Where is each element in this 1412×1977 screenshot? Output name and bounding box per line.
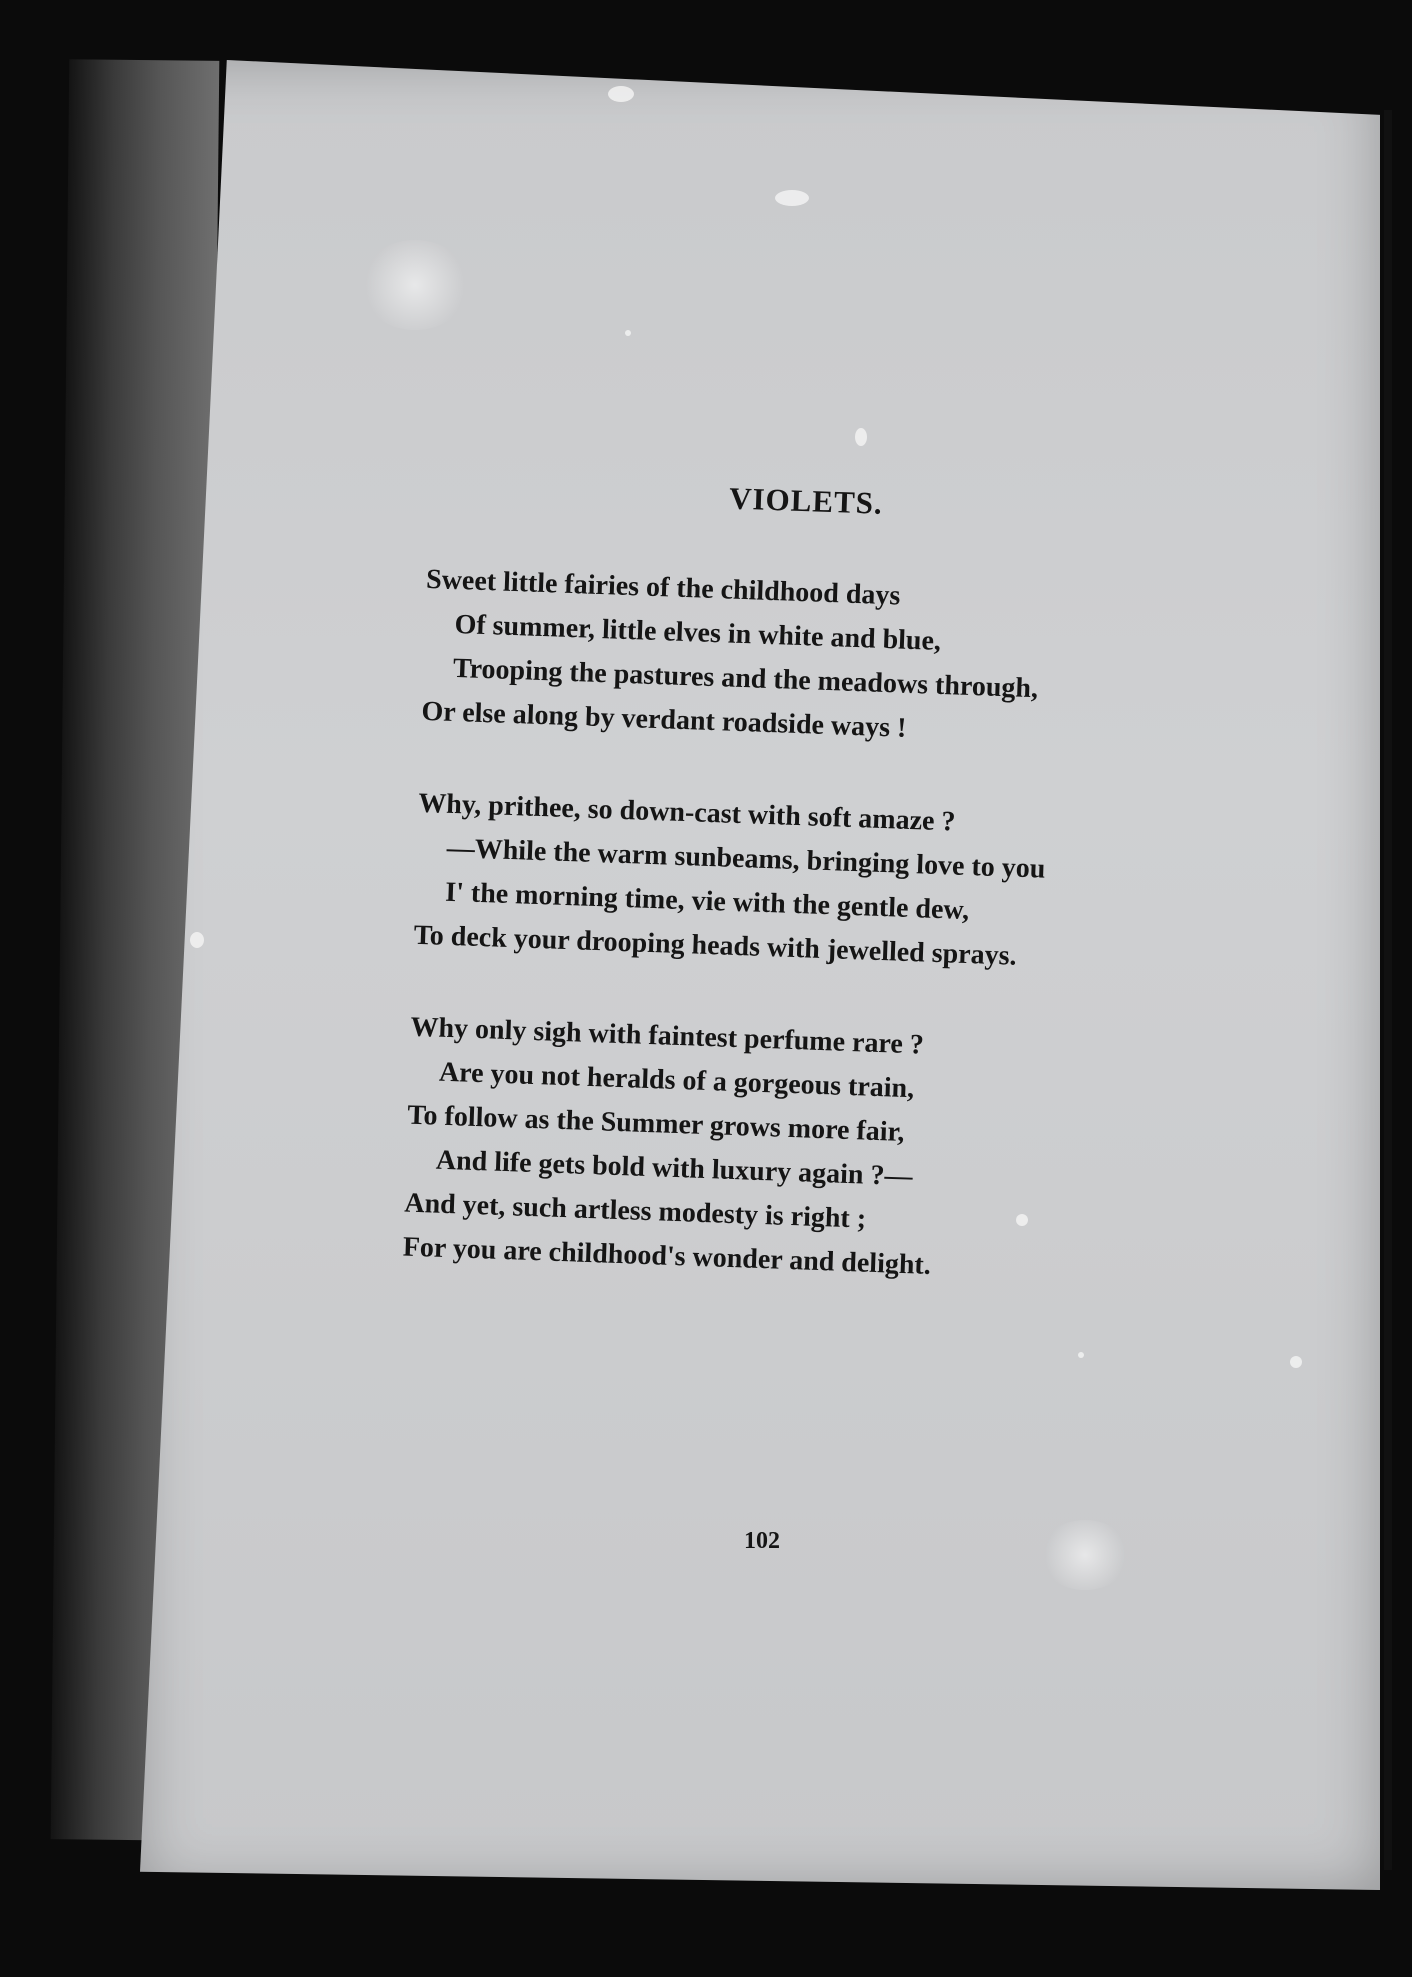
poem-line: —While the warm sunbeams, bringing love to you	[446, 832, 1046, 885]
poem-line: Of summer, little elves in white and blue,	[454, 608, 942, 657]
poem-line: And life gets bold with luxury again ?—	[435, 1144, 914, 1193]
scan-speck	[625, 330, 631, 336]
scan-speck	[1078, 1352, 1084, 1358]
scan-speck	[775, 190, 809, 206]
poem-line: To deck your drooping heads with jewelled sprays.	[413, 919, 1018, 972]
scan-smudge	[1040, 1520, 1130, 1590]
poem-title: VIOLETS.	[728, 480, 884, 521]
poem-line: Or else along by verdant roadside ways !	[421, 695, 907, 744]
scan-speck	[608, 86, 634, 102]
poem-line: To follow as the Summer grows more fair,	[406, 1099, 905, 1148]
page-paper	[140, 60, 1380, 1890]
scan-speck	[190, 932, 204, 948]
page-right-edge	[1384, 110, 1392, 1870]
poem-line: Sweet little fairies of the childhood days	[425, 563, 901, 612]
scan-smudge	[360, 240, 470, 330]
poem-line: And yet, such artless modesty is right ;	[403, 1187, 867, 1235]
poem-line: Are you not heralds of a gorgeous train,	[438, 1056, 915, 1105]
page-number: 102	[744, 1528, 780, 1554]
scan-speck	[1016, 1214, 1028, 1226]
poem-line: For you are childhood's wonder and delight.	[402, 1231, 932, 1281]
poem-line: Why only sigh with faintest perfume rare ?	[410, 1011, 925, 1061]
poem-line: Trooping the pastures and the meadows through,	[452, 652, 1039, 705]
poem-line: Why, prithee, so down-cast with soft amaze ?	[417, 787, 956, 838]
scan-speck	[855, 428, 867, 446]
poem-line: I' the morning time, vie with the gentle dew,	[444, 876, 970, 927]
scan-speck	[1290, 1356, 1302, 1368]
